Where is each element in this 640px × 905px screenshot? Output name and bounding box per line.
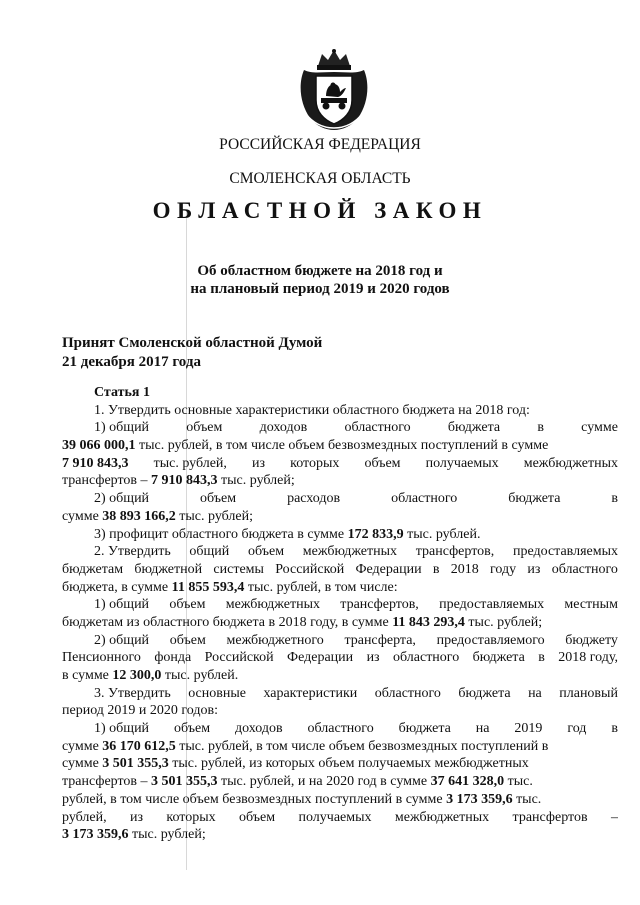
word: трансфертов bbox=[512, 809, 588, 825]
word: бюджетной bbox=[134, 561, 203, 577]
text: сумме bbox=[62, 738, 103, 754]
word: объем bbox=[364, 455, 401, 471]
amount: 39 066 000,1 bbox=[62, 438, 136, 454]
adoption-date: 21 декабря 2017 года bbox=[62, 354, 201, 370]
amount: 36 170 612,5 bbox=[102, 738, 176, 754]
word: тыс. рублей, bbox=[153, 455, 227, 471]
article-title: Статья 1 bbox=[94, 385, 150, 400]
word: межбюджетных bbox=[523, 455, 618, 471]
word: Пенсионного bbox=[62, 650, 141, 666]
word: трансферта, bbox=[344, 632, 416, 648]
word: местным bbox=[564, 597, 618, 613]
text: в сумме bbox=[62, 668, 113, 683]
word: общий bbox=[189, 544, 230, 560]
word: плановый bbox=[559, 685, 618, 701]
paragraph-1-3 bbox=[62, 526, 618, 544]
text: тыс. рублей; bbox=[128, 827, 206, 843]
word: которых bbox=[290, 455, 340, 471]
word: 2018 bbox=[450, 561, 479, 577]
word: получаемых bbox=[298, 809, 372, 825]
paragraph-3-1-line-1 bbox=[62, 720, 618, 738]
amount: 11 855 593,4 bbox=[171, 579, 245, 595]
adoption-line-1: Принят Смоленской областной Думой bbox=[62, 335, 323, 351]
document-type-heading: ОБЛАСТНОЙ ЗАКОН bbox=[152, 198, 488, 223]
word: бюджету bbox=[565, 632, 618, 648]
word: трансфертов, bbox=[340, 597, 419, 613]
word: рублей, bbox=[62, 809, 107, 825]
amount: 38 893 166,2 bbox=[102, 508, 176, 524]
paragraph-1-2-line-2 bbox=[62, 508, 618, 526]
word: доходов bbox=[235, 721, 283, 737]
word: объем bbox=[186, 420, 223, 436]
word: фонда bbox=[154, 650, 192, 666]
paragraph-2-2-line-3 bbox=[62, 667, 618, 685]
text: сумме bbox=[62, 508, 103, 524]
word: областного bbox=[391, 491, 458, 507]
article-body bbox=[62, 384, 618, 844]
word: Федерации bbox=[355, 561, 422, 577]
paragraph-3-1-line-3 bbox=[62, 755, 618, 773]
word: в bbox=[611, 721, 618, 737]
word: Российской bbox=[204, 650, 274, 666]
word: на bbox=[528, 685, 542, 701]
paragraph-1-1-line-2 bbox=[62, 437, 618, 455]
amount: 7 910 843,3 bbox=[151, 473, 218, 489]
paragraph-2-1-line-2 bbox=[62, 614, 618, 632]
word: – bbox=[610, 809, 618, 825]
text: тыс. рублей, из которых объем получаемых межбюджетных bbox=[168, 756, 529, 772]
paragraph-2-2-line-2 bbox=[62, 649, 618, 667]
paragraph-3-line-1 bbox=[62, 685, 618, 703]
word: 1) общий bbox=[94, 597, 150, 613]
word: бюджета bbox=[508, 491, 561, 507]
word: которых bbox=[166, 809, 216, 825]
word: основные bbox=[188, 685, 246, 701]
word: бюджетам bbox=[62, 561, 124, 577]
paragraph-3-1-line-6 bbox=[62, 809, 618, 827]
word: 1) общий bbox=[94, 420, 150, 436]
word: на bbox=[475, 721, 490, 737]
word: из bbox=[252, 455, 266, 471]
word: объем bbox=[169, 632, 206, 648]
word: областного bbox=[393, 650, 460, 666]
amount: 37 641 328,0 bbox=[430, 774, 505, 790]
amount: 12 300,0 bbox=[112, 668, 162, 683]
amount: 3 173 359,6 bbox=[446, 791, 513, 807]
text: тыс. рублей, и на 2020 год в сумме bbox=[217, 774, 431, 790]
word: 2019 bbox=[514, 721, 543, 737]
paragraph-2-line-2 bbox=[62, 561, 618, 579]
word: получаемых bbox=[425, 455, 499, 471]
region-heading: СМОЛЕНСКАЯ ОБЛАСТЬ bbox=[229, 170, 411, 187]
word: предоставляемых bbox=[512, 544, 618, 560]
word: Федерации bbox=[287, 650, 354, 666]
word: объем bbox=[169, 597, 206, 613]
word: бюджета bbox=[398, 721, 451, 737]
word: областного bbox=[551, 561, 618, 577]
paragraph-1-1-line-3 bbox=[62, 455, 618, 473]
word: 2. Утвердить bbox=[94, 544, 171, 560]
word: межбюджетного bbox=[226, 632, 324, 648]
word: год bbox=[567, 721, 587, 737]
text: тыс. рублей, в том числе: bbox=[244, 579, 398, 595]
word: системы bbox=[213, 561, 264, 577]
paragraph-3-1-line-4 bbox=[62, 773, 618, 791]
word: в bbox=[432, 561, 440, 577]
amount: 172 833,9 bbox=[347, 526, 404, 542]
word: в bbox=[611, 491, 618, 507]
text: тыс. рублей; bbox=[175, 508, 254, 524]
word: межбюджетных bbox=[225, 597, 320, 613]
amount: 11 843 293,4 bbox=[392, 614, 465, 630]
law-title-line-2: на плановый период 2019 и 2020 годов bbox=[190, 281, 450, 297]
text: тыс. bbox=[512, 791, 542, 807]
word: расходов bbox=[287, 491, 341, 507]
text: тыс. рублей; bbox=[217, 473, 295, 489]
word: областного bbox=[307, 721, 374, 737]
paragraph-3-1-line-7 bbox=[62, 826, 618, 844]
smolensk-coat-of-arms-icon bbox=[296, 48, 372, 132]
word: Российской bbox=[275, 561, 345, 577]
text: тыс. рублей. bbox=[403, 526, 481, 542]
amount: 3 501 355,3 bbox=[102, 756, 169, 772]
amount: 3 173 359,6 bbox=[62, 827, 129, 843]
text: тыс. рублей; bbox=[464, 614, 543, 630]
word: доходов bbox=[259, 420, 308, 436]
word: объем bbox=[247, 544, 285, 560]
federation-heading: РОССИЙСКАЯ ФЕДЕРАЦИЯ bbox=[219, 136, 421, 153]
word: трансфертов, bbox=[415, 544, 495, 560]
law-title bbox=[0, 262, 640, 298]
word: объем bbox=[239, 809, 276, 825]
paragraph-2-1-line-1 bbox=[62, 596, 618, 614]
paragraph-3-line-2: период 2019 и 2020 годов: bbox=[62, 703, 219, 719]
word: 7 910 843,3 bbox=[62, 455, 129, 471]
paragraph-1-1-line-4 bbox=[62, 472, 618, 490]
text: тыс. рублей, в том числе объем безвозмездных поступлений в сумме bbox=[135, 438, 549, 454]
word: межбюджетных bbox=[394, 809, 490, 825]
text: бюджета, в сумме bbox=[62, 579, 172, 595]
law-title-line-1: Об областном бюджете на 2018 год и bbox=[197, 263, 443, 279]
paragraph-1-1-line-1 bbox=[62, 419, 618, 437]
text: трансфертов – bbox=[62, 774, 152, 790]
word: бюджета bbox=[458, 685, 511, 701]
word: 2018 году, bbox=[558, 650, 618, 666]
paragraph-3-1-line-2 bbox=[62, 738, 618, 756]
paragraph-3-1-line-5 bbox=[62, 791, 618, 809]
word: характеристики bbox=[263, 685, 358, 701]
adoption-block bbox=[62, 334, 322, 372]
text: тыс. рублей. bbox=[161, 668, 239, 683]
text: бюджетам из областного бюджета в 2018 году, в сумме bbox=[62, 614, 393, 630]
word: в bbox=[537, 420, 544, 436]
word: объем bbox=[200, 491, 237, 507]
text: трансфертов – bbox=[62, 473, 152, 489]
word: 2) общий bbox=[94, 632, 150, 648]
word: из bbox=[129, 809, 144, 825]
paragraph-1-2-line-1 bbox=[62, 490, 618, 508]
word: из bbox=[366, 650, 380, 666]
text: сумме bbox=[62, 756, 103, 772]
text: 3) профицит областного бюджета в сумме bbox=[94, 526, 348, 542]
word: областного bbox=[344, 420, 411, 436]
word: областного bbox=[374, 685, 441, 701]
word: сумме bbox=[581, 420, 618, 436]
word: объем bbox=[173, 721, 211, 737]
word: бюджета bbox=[472, 650, 525, 666]
word: в bbox=[538, 650, 545, 666]
word: 1) общий bbox=[94, 721, 150, 737]
paragraph-2-line-3 bbox=[62, 579, 618, 597]
word: 3. Утвердить bbox=[94, 685, 171, 701]
paragraph-1: 1. Утвердить основные характеристики областного бюджета на 2018 год: bbox=[94, 402, 530, 418]
word: из bbox=[527, 561, 541, 577]
word: межбюджетных bbox=[302, 544, 398, 560]
word: году bbox=[490, 561, 517, 577]
text: тыс. bbox=[504, 774, 533, 790]
word: предоставляемых bbox=[439, 597, 545, 613]
word: бюджета bbox=[447, 420, 501, 436]
paragraph-2-line-1 bbox=[62, 543, 618, 561]
text: тыс. рублей, в том числе объем безвозмездных поступлений в bbox=[175, 738, 549, 754]
amount: 3 501 355,3 bbox=[151, 774, 218, 790]
text: рублей, в том числе объем безвозмездных поступлений в сумме bbox=[62, 791, 447, 807]
paragraph-2-2-line-1 bbox=[62, 632, 618, 650]
word: 2) общий bbox=[94, 491, 150, 507]
word: предоставляемого bbox=[436, 632, 545, 648]
